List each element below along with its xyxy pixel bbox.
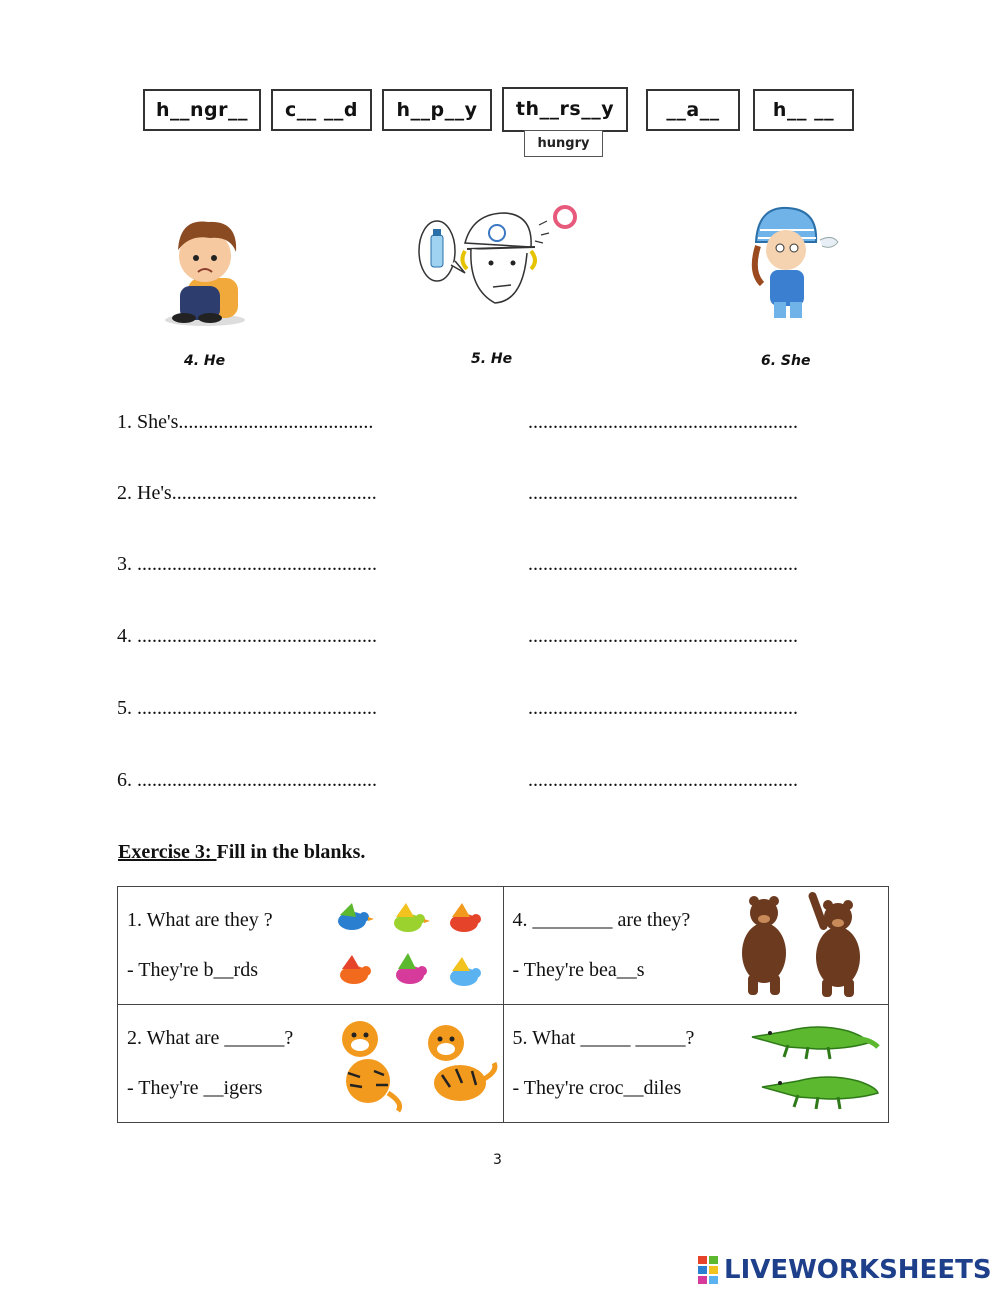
- exercise-cell-4: [503, 887, 889, 1005]
- word-box-1: h__ngr__: [143, 89, 261, 131]
- exercise-cell-2: [118, 1005, 504, 1123]
- exercise-answer-5[interactable]: - They're croc__diles: [512, 1077, 682, 1099]
- exercise-cell-1: [118, 887, 504, 1005]
- caption-5: 5. He: [471, 351, 513, 367]
- exercise-3-title: [118, 841, 365, 864]
- page-number: 3: [493, 1152, 502, 1168]
- birds-image: [330, 897, 498, 997]
- tigers-image: [334, 1013, 500, 1113]
- word-box-2: c__ __d: [271, 89, 372, 131]
- exercise-question-2[interactable]: 2. What are ______?: [127, 1027, 294, 1049]
- exercise-3-label: Exercise 3:: [118, 841, 217, 863]
- word-box-4: th__rs__y: [502, 87, 628, 132]
- exercise-question-1: 1. What are they ?: [127, 909, 273, 931]
- sentence-line-6-right[interactable]: ......................................................: [528, 769, 798, 791]
- exercise-cell-5: [503, 1005, 889, 1123]
- sentence-line-3-right[interactable]: ......................................................: [528, 553, 798, 575]
- sentence-line-1-right[interactable]: ......................................................: [528, 411, 798, 433]
- sentence-line-1-left[interactable]: 1. She's.......................................: [117, 411, 374, 433]
- word-box-6: h__ __: [753, 89, 854, 131]
- exercise-answer-4[interactable]: - They're bea__s: [512, 959, 645, 981]
- crocodiles-image: [748, 1013, 888, 1113]
- sentence-line-6-left[interactable]: 6. ................................................: [117, 769, 377, 791]
- sentence-line-4-right[interactable]: ......................................................: [528, 625, 798, 647]
- exercise-3-table: [117, 886, 889, 1123]
- sentence-line-4-left[interactable]: 4. ................................................: [117, 625, 377, 647]
- cold-girl-image: [738, 202, 848, 326]
- sentence-line-3-left[interactable]: 3. ................................................: [117, 553, 377, 575]
- caption-4: 4. He: [184, 353, 226, 369]
- word-box-5: __a__: [646, 89, 740, 131]
- exercise-question-5[interactable]: 5. What _____ _____?: [512, 1027, 695, 1049]
- sentence-line-5-left[interactable]: 5. ................................................: [117, 697, 377, 719]
- sad-boy-image: [160, 208, 260, 328]
- answer-input[interactable]: [524, 130, 603, 157]
- sentence-line-5-right[interactable]: ......................................................: [528, 697, 798, 719]
- exercise-answer-1[interactable]: - They're b__rds: [127, 959, 258, 981]
- logo-text: LIVEWORKSHEETS: [724, 1255, 992, 1285]
- logo-blocks-icon: [698, 1256, 720, 1284]
- sentence-line-2-left[interactable]: 2. He's.........................................: [117, 482, 377, 504]
- sentence-line-2-right[interactable]: ......................................................: [528, 482, 798, 504]
- exercise-question-4[interactable]: 4. ________ are they?: [512, 909, 691, 931]
- word-box-3: h__p__y: [382, 89, 492, 131]
- exercise-3-instruction: Fill in the blanks.: [216, 841, 366, 863]
- exercise-answer-2[interactable]: - They're __igers: [127, 1077, 263, 1099]
- caption-6: 6. She: [761, 353, 811, 369]
- thirsty-man-image: [415, 203, 585, 318]
- bears-image: [734, 889, 884, 1001]
- liveworksheets-logo[interactable]: [698, 1255, 992, 1285]
